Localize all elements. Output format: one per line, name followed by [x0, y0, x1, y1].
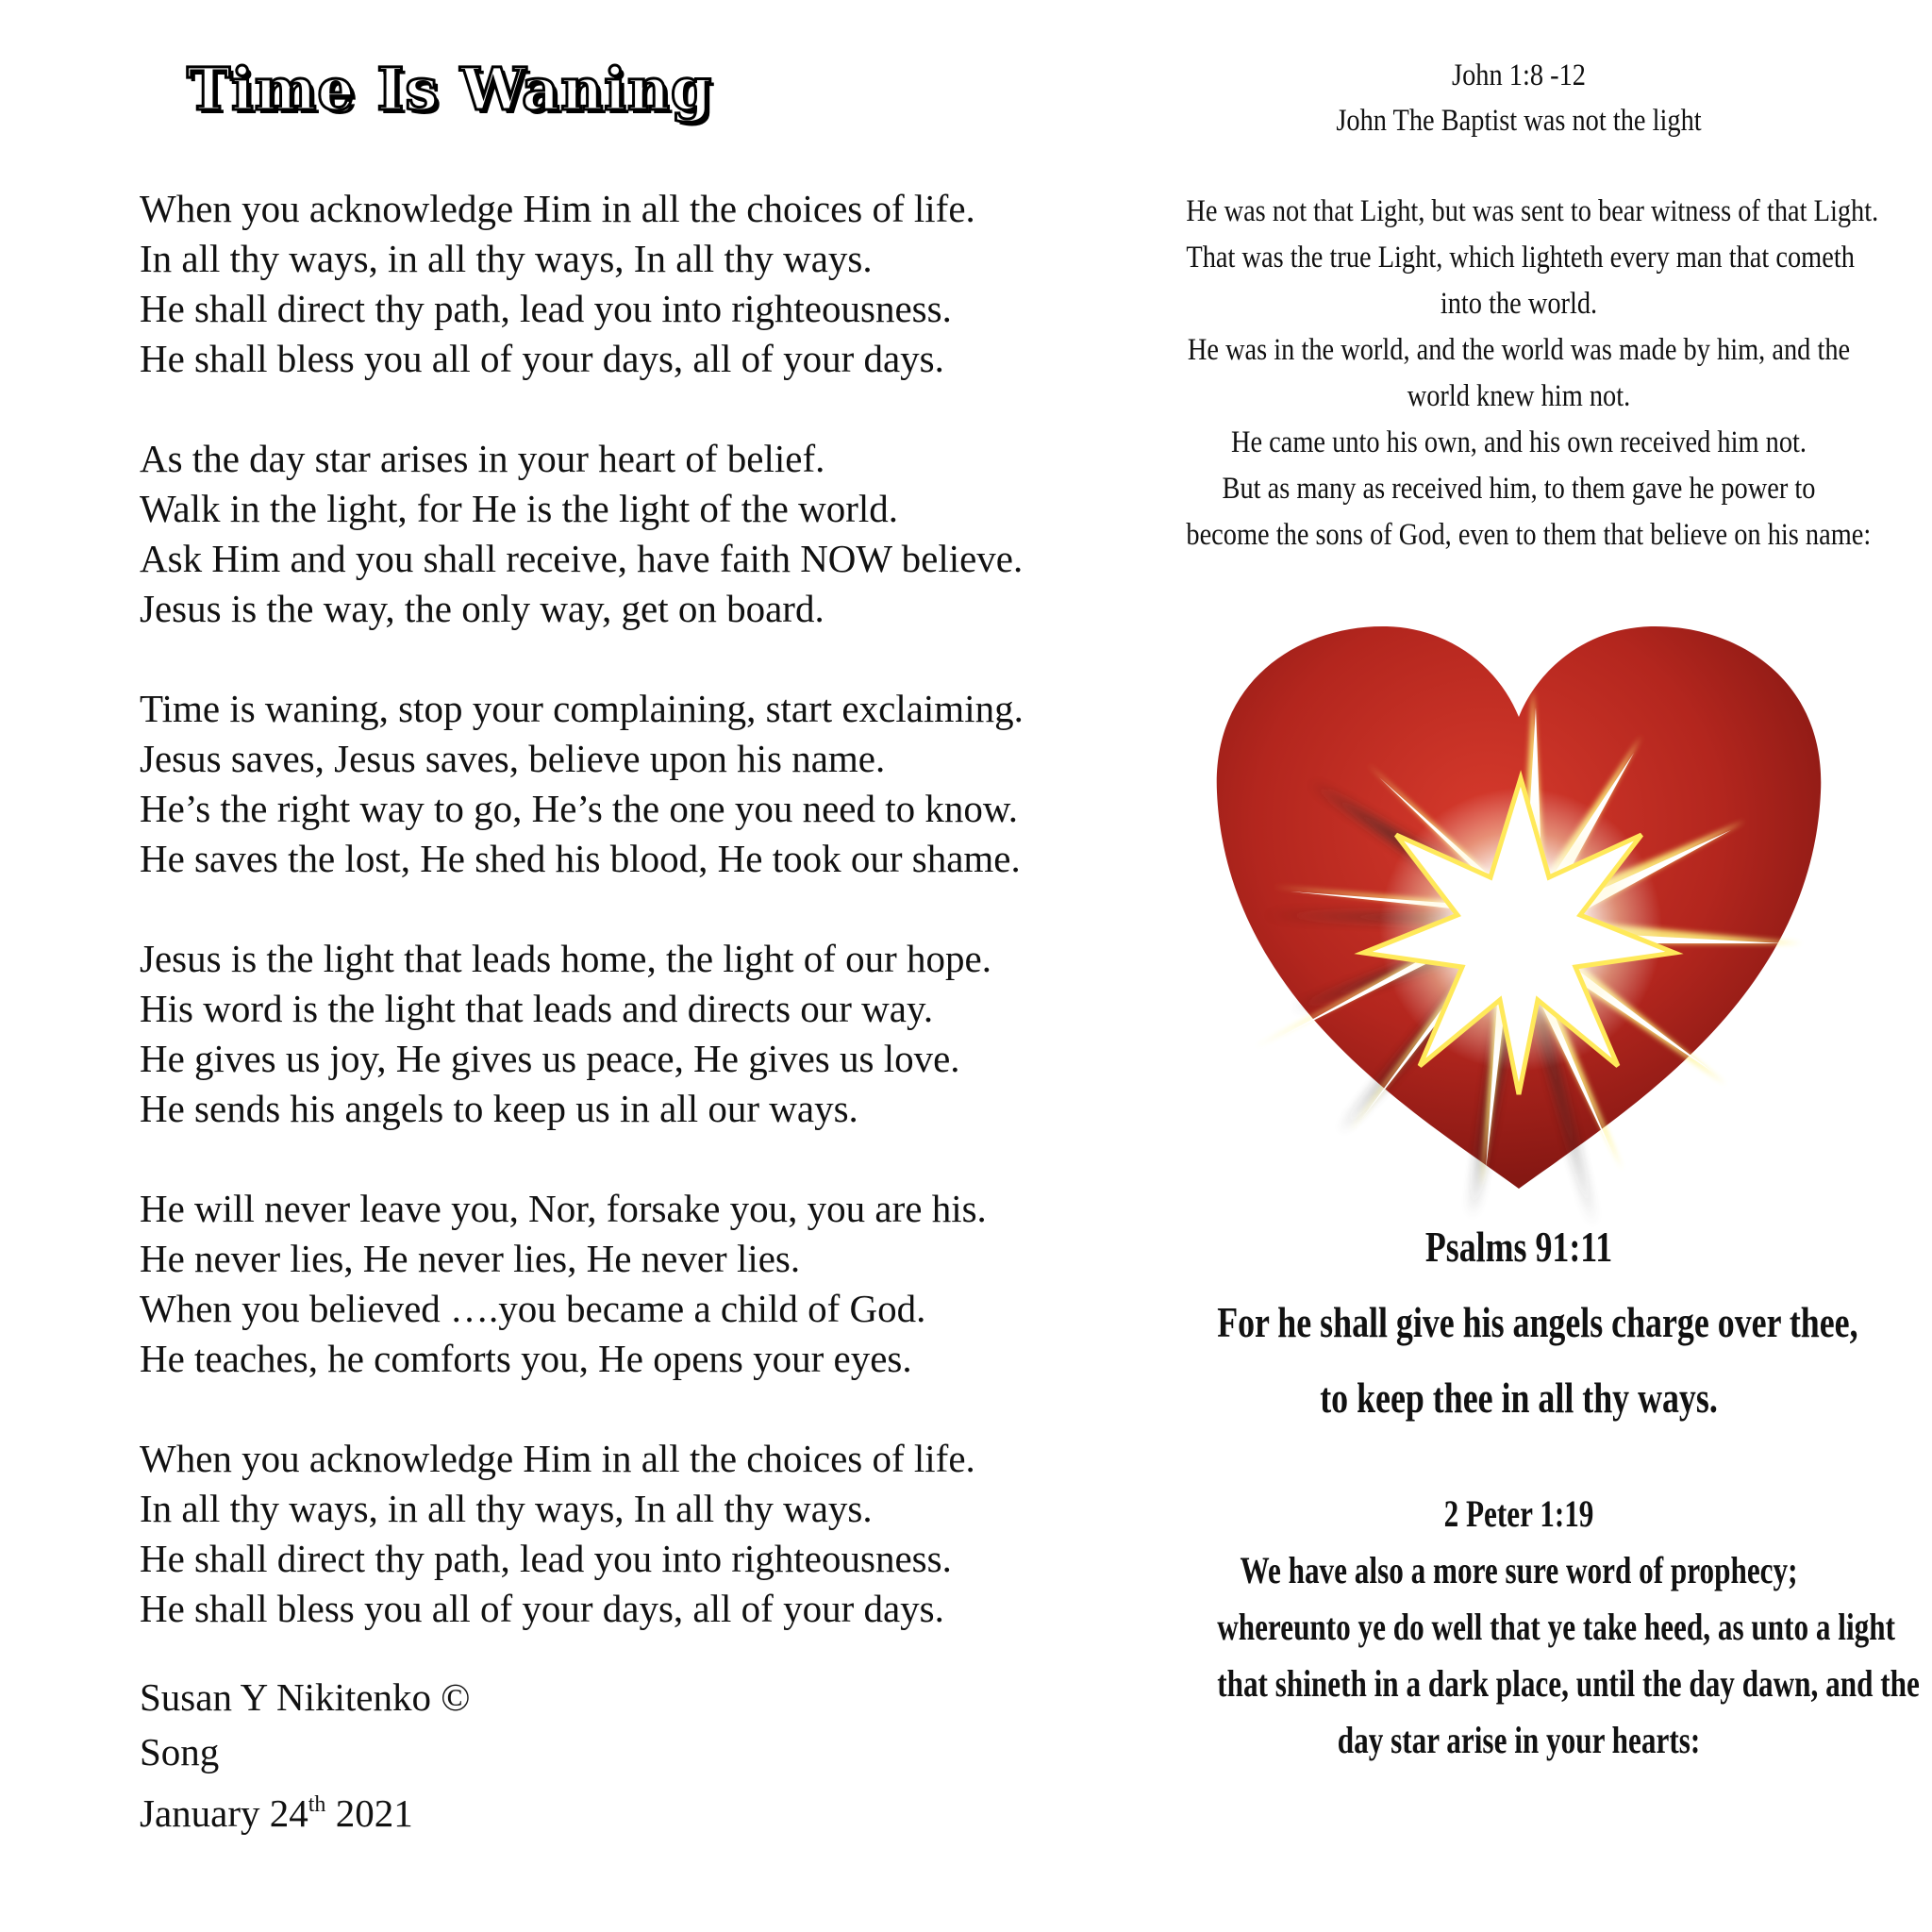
stanza-2 — [140, 434, 1140, 634]
poem-line: He sends his angels to keep us in all our ways. — [140, 1087, 858, 1130]
poem-line: When you acknowledge Him in all the choices of life. — [140, 1437, 975, 1480]
poem-line: He teaches, he comforts you, He opens your eyes. — [140, 1337, 912, 1380]
poem-title: Time Is Waning — [187, 55, 713, 124]
poem-line: His word is the light that leads and directs our way. — [140, 987, 934, 1030]
heart-star-illustration — [1198, 604, 1840, 1245]
poem-line: He saves the lost, He shed his blood, He took our shame. — [140, 837, 1021, 880]
scripture-line: whereunto ye do well that ye take heed, as unto a light — [1217, 1606, 1895, 1648]
stanza-5 — [140, 1184, 1140, 1384]
scripture-line: to keep thee in all thy ways. — [1320, 1374, 1718, 1422]
psalm-scripture — [1217, 1209, 1858, 1436]
poem-line: As the day star arises in your heart of belief. — [140, 437, 825, 480]
credits — [140, 1670, 470, 1845]
scripture-line: But as many as received him, to them gave he power to — [1222, 472, 1816, 506]
poem-line: In all thy ways, in all thy ways, In all thy ways. — [140, 1487, 873, 1530]
scripture-line: That was the true Light, which lighteth every man that cometh — [1186, 241, 1855, 275]
peter-scripture — [1217, 1486, 1920, 1769]
poem-line: He never lies, He never lies, He never lies. — [140, 1237, 801, 1280]
scripture-line: that shineth in a dark place, until the day dawn, and the — [1217, 1662, 1920, 1705]
date — [140, 1781, 470, 1845]
poem-line: When you acknowledge Him in all the choices of life. — [140, 187, 975, 230]
psalm-reference: Psalms 91:11 — [1424, 1223, 1613, 1271]
date-ordinal: th — [308, 1792, 326, 1817]
poem-line: Walk in the light, for He is the light of the world. — [140, 487, 899, 530]
stanza-4 — [140, 934, 1140, 1134]
date-month-day: January 24 — [140, 1791, 308, 1835]
scripture-line: day star arise in your hearts: — [1337, 1719, 1701, 1761]
poem-line: He shall direct thy path, lead you into righteousness. — [140, 287, 952, 330]
poem-line: He shall bless you all of your days, all of your days. — [140, 1587, 944, 1630]
john-heading — [1186, 53, 1851, 143]
scripture-line: become the sons of God, even to them that believe on his name: — [1186, 518, 1872, 552]
john-reference: John 1:8 -12 — [1452, 58, 1586, 92]
peter-reference: 2 Peter 1:19 — [1443, 1492, 1594, 1535]
poem-line: Jesus is the light that leads home, the light of our hope. — [140, 937, 992, 980]
heart-icon — [1198, 604, 1840, 1245]
stanza-6 — [140, 1434, 1140, 1634]
scripture-line: world knew him not. — [1407, 379, 1631, 413]
poem-line: He shall direct thy path, lead you into righteousness. — [140, 1537, 952, 1580]
poem-line: He’s the right way to go, He’s the one you need to know. — [140, 787, 1019, 830]
poem-line: Jesus is the way, the only way, get on board. — [140, 587, 824, 630]
stanza-1 — [140, 184, 1140, 384]
poem-line: Ask Him and you shall receive, have faith NOW believe. — [140, 537, 1024, 580]
poem-line: Jesus saves, Jesus saves, believe upon his name. — [140, 737, 886, 780]
scripture-line: He was not that Light, but was sent to bear witness of that Light. — [1186, 194, 1879, 228]
poem-line: Time is waning, stop your complaining, start exclaiming. — [140, 687, 1024, 730]
poem-line: He gives us joy, He gives us peace, He gives us love. — [140, 1037, 960, 1080]
john-scripture — [1186, 189, 1879, 558]
scripture-line: He was in the world, and the world was made by him, and the — [1187, 333, 1851, 367]
scripture-line: For he shall give his angels charge over thee, — [1217, 1298, 1858, 1346]
john-subtitle: John The Baptist was not the light — [1336, 104, 1702, 138]
scripture-line: He came unto his own, and his own received him not. — [1230, 425, 1807, 459]
work-type: Song — [140, 1730, 220, 1774]
poem-line: He will never leave you, Nor, forsake you, you are his. — [140, 1187, 987, 1230]
scripture-line: into the world. — [1440, 287, 1598, 321]
author-name: Susan Y Nikitenko © — [140, 1675, 471, 1719]
date-year: 2021 — [325, 1791, 413, 1835]
scripture-line: We have also a more sure word of prophecy; — [1240, 1549, 1798, 1591]
poem-body — [140, 184, 1140, 1684]
poem-line: When you believed ….you became a child of God. — [140, 1287, 926, 1330]
stanza-3 — [140, 684, 1140, 884]
poem-line: He shall bless you all of your days, all of your days. — [140, 337, 944, 380]
poem-line: In all thy ways, in all thy ways, In all thy ways. — [140, 237, 873, 280]
